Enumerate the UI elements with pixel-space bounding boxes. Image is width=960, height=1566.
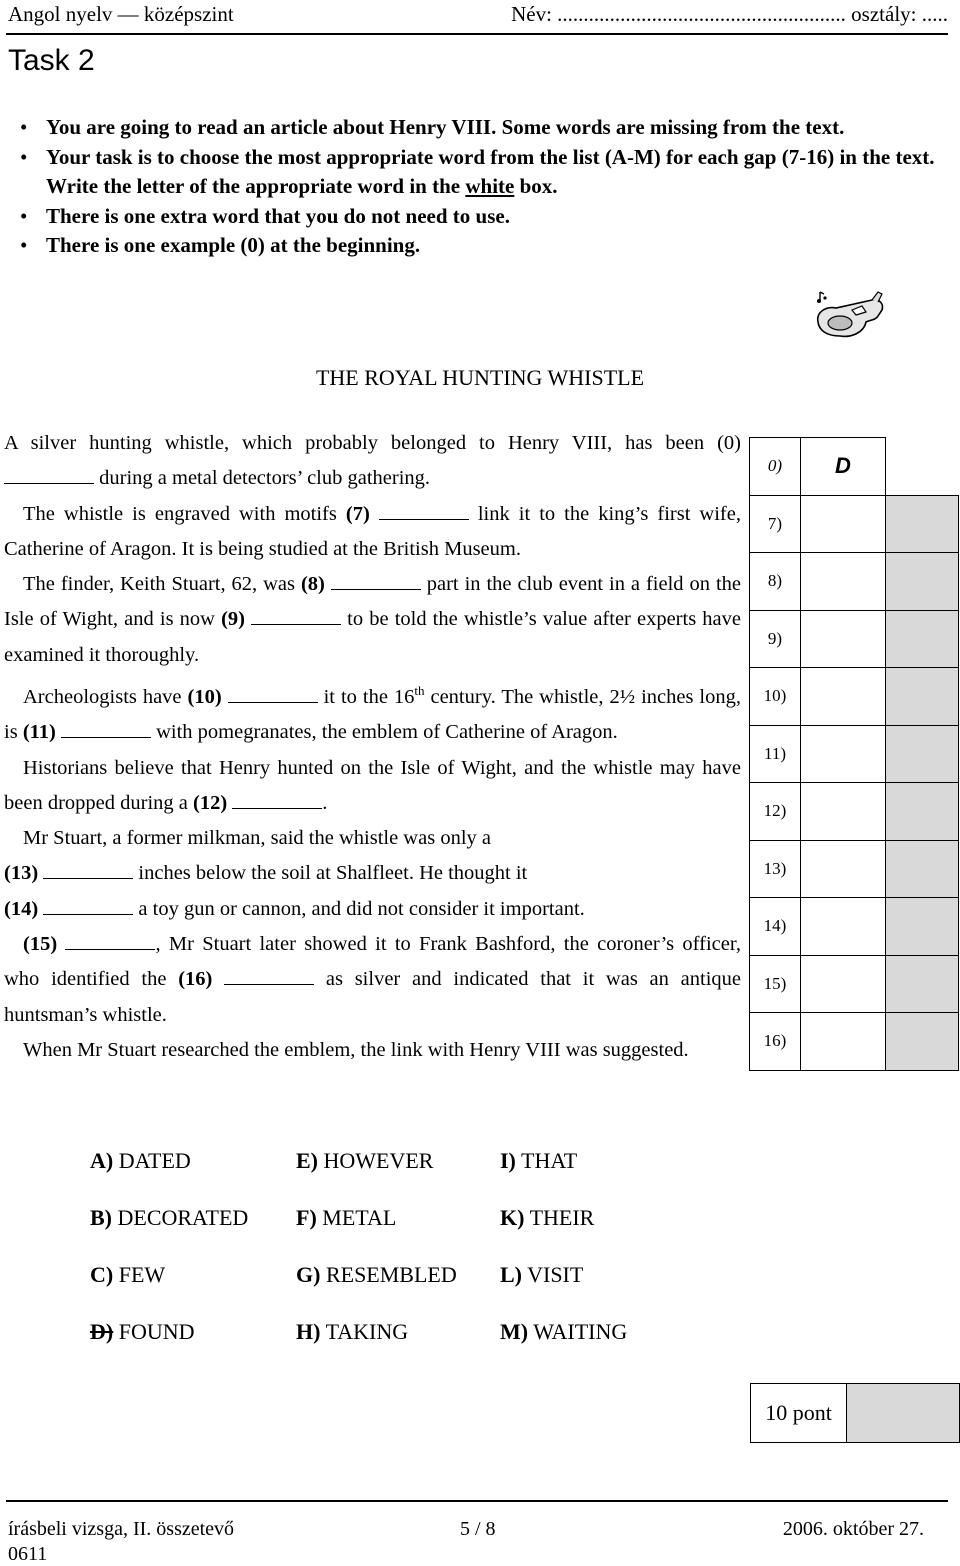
answer-row bbox=[750, 955, 959, 1013]
gap-blank bbox=[61, 723, 151, 738]
answer-row bbox=[750, 668, 959, 726]
footer-date: 2006. október 27. bbox=[782, 1518, 924, 1540]
word-option: C) FEW bbox=[90, 1262, 166, 1287]
gap-blank bbox=[65, 935, 155, 950]
answer-row-number: 15) bbox=[750, 955, 801, 1013]
instruction-text: There is one extra word that you do not need to use. bbox=[46, 203, 510, 228]
answer-cell[interactable] bbox=[801, 610, 886, 668]
answer-row bbox=[750, 898, 959, 956]
gap-blank bbox=[4, 469, 94, 484]
score-cell bbox=[886, 955, 959, 1013]
answer-cell[interactable] bbox=[801, 898, 886, 956]
score-total-cell bbox=[847, 1384, 960, 1443]
score-cell bbox=[886, 840, 959, 898]
answer-cell[interactable] bbox=[801, 1013, 886, 1071]
score-box bbox=[750, 1383, 960, 1443]
gap-number: (11) bbox=[22, 721, 56, 744]
gap-number: (7) bbox=[345, 502, 370, 525]
instruction-text: You are going to read an article about Henry VIII. Some words are missing from the text. bbox=[46, 115, 845, 139]
word-option: M) WAITING bbox=[500, 1319, 628, 1344]
article-title: THE ROYAL HUNTING WHISTLE bbox=[315, 365, 645, 390]
gap-blank bbox=[228, 688, 318, 703]
page-number: 5 / 8 bbox=[460, 1518, 496, 1540]
word-option: F) METAL bbox=[296, 1205, 397, 1230]
answer-cell[interactable] bbox=[801, 553, 886, 611]
answer-row bbox=[750, 553, 959, 611]
answer-row-number: 8) bbox=[750, 553, 801, 611]
answer-cell[interactable] bbox=[801, 495, 886, 553]
gap-blank bbox=[379, 505, 469, 520]
article-paragraph: (15) , Mr Stuart later showed it to Frank Bashford, the coroner’s officer, who identified the (16) as silver and indicated that it was an antique huntsman’s whistle. bbox=[4, 932, 741, 1026]
word-option: E) HOWEVER bbox=[296, 1148, 434, 1173]
article-body bbox=[4, 426, 741, 1068]
instruction-item bbox=[8, 202, 948, 232]
gap-blank bbox=[43, 900, 133, 915]
answer-row-number: 11) bbox=[750, 725, 801, 783]
gap-number: (9) bbox=[221, 608, 245, 631]
answer-row-number: 13) bbox=[750, 840, 801, 898]
instruction-item bbox=[8, 113, 948, 143]
gap-number: (8) bbox=[300, 573, 325, 596]
score-cell bbox=[886, 783, 959, 841]
answer-row-number: 7) bbox=[750, 495, 801, 553]
instruction-item bbox=[8, 231, 948, 261]
answer-row-number: 10) bbox=[750, 668, 801, 726]
answer-row-number: 16) bbox=[750, 1013, 801, 1071]
word-option: G) RESEMBLED bbox=[296, 1262, 457, 1287]
answer-cell[interactable] bbox=[801, 783, 886, 841]
answer-cell: D bbox=[801, 438, 886, 496]
article-paragraph: Historians believe that Henry hunted on the Isle of Wight, and the whistle may have been dropped during a (12) . bbox=[4, 756, 741, 814]
header-name-class-field: Név: ....................................................... osztály: ..... bbox=[511, 2, 948, 26]
gap-number: (0) bbox=[717, 432, 741, 454]
article-paragraph: Mr Stuart, a former milkman, said the whistle was only a (13) inches below the soil at Shalfleet. He thought it (14) a toy gun or cannon, and did not consider it important. bbox=[4, 827, 585, 920]
answer-row-number: 0) bbox=[750, 438, 801, 496]
answer-row bbox=[750, 840, 959, 898]
article-paragraph: When Mr Stuart researched the emblem, the link with Henry VIII was suggested. bbox=[23, 1038, 689, 1061]
article-paragraph: The whistle is engraved with motifs (7) link it to the king’s first wife, Catherine of Aragon. It is being studied at the British Museum. bbox=[4, 502, 741, 560]
instructions-list bbox=[8, 113, 948, 261]
instruction-text: Your task is to choose the most appropriate word from the list (A-M) for each gap (7-16) in the text. Write the letter of the appropriate word in the bbox=[46, 144, 935, 198]
whistle-icon bbox=[812, 286, 886, 342]
answer-cell[interactable] bbox=[801, 955, 886, 1013]
answer-row-number: 14) bbox=[750, 898, 801, 956]
gap-number: (14) bbox=[4, 897, 39, 920]
footer-code: 0611 bbox=[8, 1543, 48, 1565]
gap-blank bbox=[224, 970, 314, 985]
gap-number: (13) bbox=[4, 862, 39, 885]
score-cell bbox=[886, 1013, 959, 1071]
word-option: B) DECORATED bbox=[90, 1205, 249, 1230]
answer-row bbox=[750, 725, 959, 783]
answer-row bbox=[750, 495, 959, 553]
footer-divider bbox=[6, 1500, 948, 1502]
answer-cell[interactable] bbox=[801, 725, 886, 783]
answer-cell[interactable] bbox=[801, 840, 886, 898]
answer-row-number: 12) bbox=[750, 783, 801, 841]
word-option: L) VISIT bbox=[500, 1262, 584, 1287]
score-cell bbox=[886, 553, 959, 611]
answer-row-number: 9) bbox=[750, 610, 801, 668]
footer-exam-part: írásbeli vizsga, II. összetevő bbox=[8, 1518, 235, 1540]
gap-number: (15) bbox=[23, 932, 58, 955]
gap-blank bbox=[331, 575, 421, 590]
word-option-used-example: D) FOUND bbox=[90, 1319, 195, 1344]
gap-blank bbox=[43, 864, 133, 879]
score-label: 10 pont bbox=[751, 1384, 847, 1443]
gap-number: (12) bbox=[193, 791, 228, 814]
header-subject: Angol nyelv — középszint bbox=[8, 2, 234, 26]
instruction-underlined-word: white bbox=[465, 174, 515, 198]
article-paragraph: Archeologists have (10) it to the 16th century. The whistle, 2½ inches long, is (11) with pomegranates, the emblem of Catherine of Aragon. bbox=[4, 683, 741, 744]
answer-row bbox=[750, 783, 959, 841]
word-option: I) THAT bbox=[500, 1148, 578, 1173]
gap-blank bbox=[251, 610, 341, 625]
gap-blank bbox=[232, 794, 322, 809]
score-cell bbox=[886, 898, 959, 956]
answer-row bbox=[750, 1013, 959, 1071]
answer-table bbox=[749, 437, 959, 1071]
instruction-text: There is one example (0) at the beginning. bbox=[46, 233, 421, 257]
word-option: K) THEIR bbox=[500, 1205, 595, 1230]
score-cell bbox=[886, 495, 959, 553]
score-cell bbox=[886, 668, 959, 726]
word-option: A) DATED bbox=[90, 1148, 191, 1173]
article-paragraph: The finder, Keith Stuart, 62, was (8) part in the club event in a field on the Isle of Wight, and is now (9) to be told the whistle’s value after experts have examined it thoroughly. bbox=[4, 573, 741, 666]
task-title: Task 2 bbox=[8, 44, 95, 77]
article-paragraph: A silver hunting whistle, which probably belonged to Henry VIII, has been (0) during a metal detectors’ club gathering. bbox=[4, 432, 741, 490]
score-cell bbox=[886, 725, 959, 783]
score-cell bbox=[886, 610, 959, 668]
instruction-text: box. bbox=[514, 174, 558, 198]
instruction-item bbox=[8, 143, 948, 202]
answer-row bbox=[750, 438, 959, 496]
answer-row bbox=[750, 610, 959, 668]
score-cell-empty bbox=[886, 438, 959, 496]
word-option: H) TAKING bbox=[296, 1319, 409, 1344]
header-divider bbox=[6, 33, 948, 35]
gap-number: (16) bbox=[178, 968, 213, 991]
answer-cell[interactable] bbox=[801, 668, 886, 726]
gap-number: (10) bbox=[187, 685, 222, 708]
